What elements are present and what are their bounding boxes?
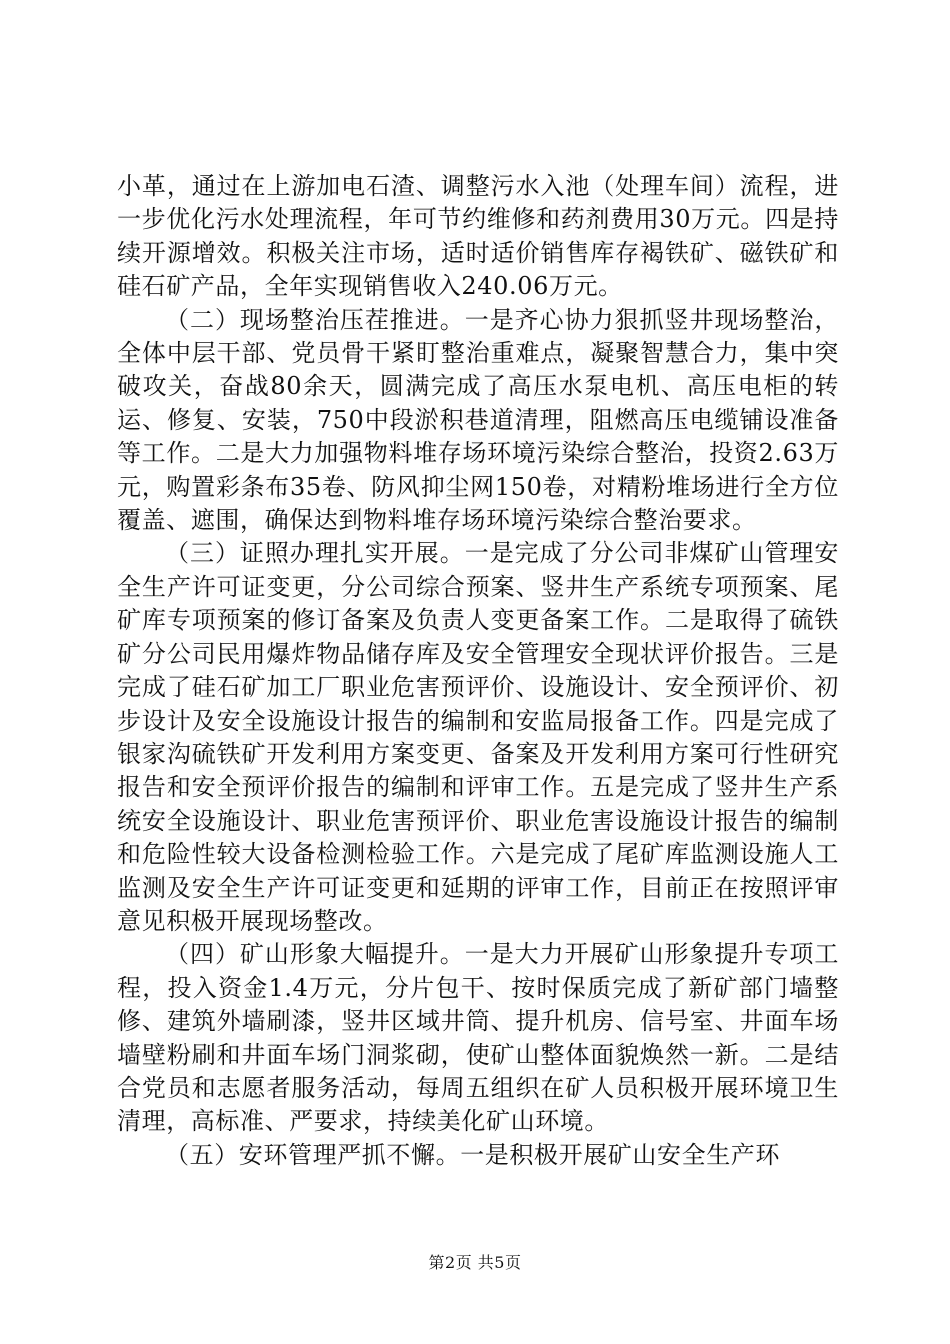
page-footer	[0, 1253, 950, 1273]
paragraph-3: （三）证照办理扎实开展。一是完成了分公司非煤矿山管理安全生产许可证变更，分公司综合预案、竖井生产系统专项预案、尾矿库专项预案的修订备案及负责人变更备案工作。二是取得了硫铁矿分公司民用爆炸物品储存库及安全管理安全现状评价报告。三是完成了硅石矿加工厂职业危害预评价、设施设计、安全预评价、初步设计及安全设施设计报告的编制和安监局报备工作。四是完成了银家沟硫铁矿开发利用方案变更、备案及开发利用方案可行性研究报告和安全预评价报告的编制和评审工作。五是完成了竖井生产系统安全设施设计、职业危害预评价、职业危害设施设计报告的编制和危险性较大设备检测检验工作。六是完成了尾矿库监测设施人工监测及安全生产许可证变更和延期的评审工作，目前正在按照评审意见积极开展现场整改。	[117, 539, 839, 935]
paragraph-4: （四）矿山形象大幅提升。一是大力开展矿山形象提升专项工程，投入资金1.4万元，分片包干、按时保质完成了新矿部门墙整修、建筑外墙刷漆，竖井区域井筒、提升机房、信号室、井面车场墙壁粉刷和井面车场门洞浆砌，使矿山整体面貌焕然一新。二是结合党员和志愿者服务活动，每周五组织在矿人员积极开展环境卫生清理，高标准、严要求，持续美化矿山环境。	[117, 940, 839, 1136]
paragraph-1: 小革，通过在上游加电石渣、调整污水入池（处理车间）流程，进一步优化污水处理流程，年可节约维修和药剂费用30万元。四是持续开源增效。积极关注市场，适时适价销售库存褐铁矿、磁铁矿和硅石矿产品，全年实现销售收入240.06万元。	[117, 172, 839, 301]
paragraph-2: （二）现场整治压茬推进。一是齐心协力狠抓竖井现场整治，全体中层干部、党员骨干紧盯整治重难点，凝聚智慧合力，集中突破攻关，奋战80余天，圆满完成了高压水泵电机、高压电柜的转运、修复、安装，750中段淤积巷道清理，阻燃高压电缆铺设准备等工作。二是大力加强物料堆存场环境污染综合整治，投资2.63万元，购置彩条布35卷、防风抑尘网150卷，对精粉堆场进行全方位覆盖、遮围，确保达到物料堆存场环境污染综合整治要求。	[117, 305, 839, 535]
document-body	[117, 170, 839, 1172]
paragraph-5: （五）安环管理严抓不懈。一是积极开展矿山安全生产环	[165, 1140, 780, 1169]
page-number-label: 第2页 共5页	[428, 1253, 522, 1272]
